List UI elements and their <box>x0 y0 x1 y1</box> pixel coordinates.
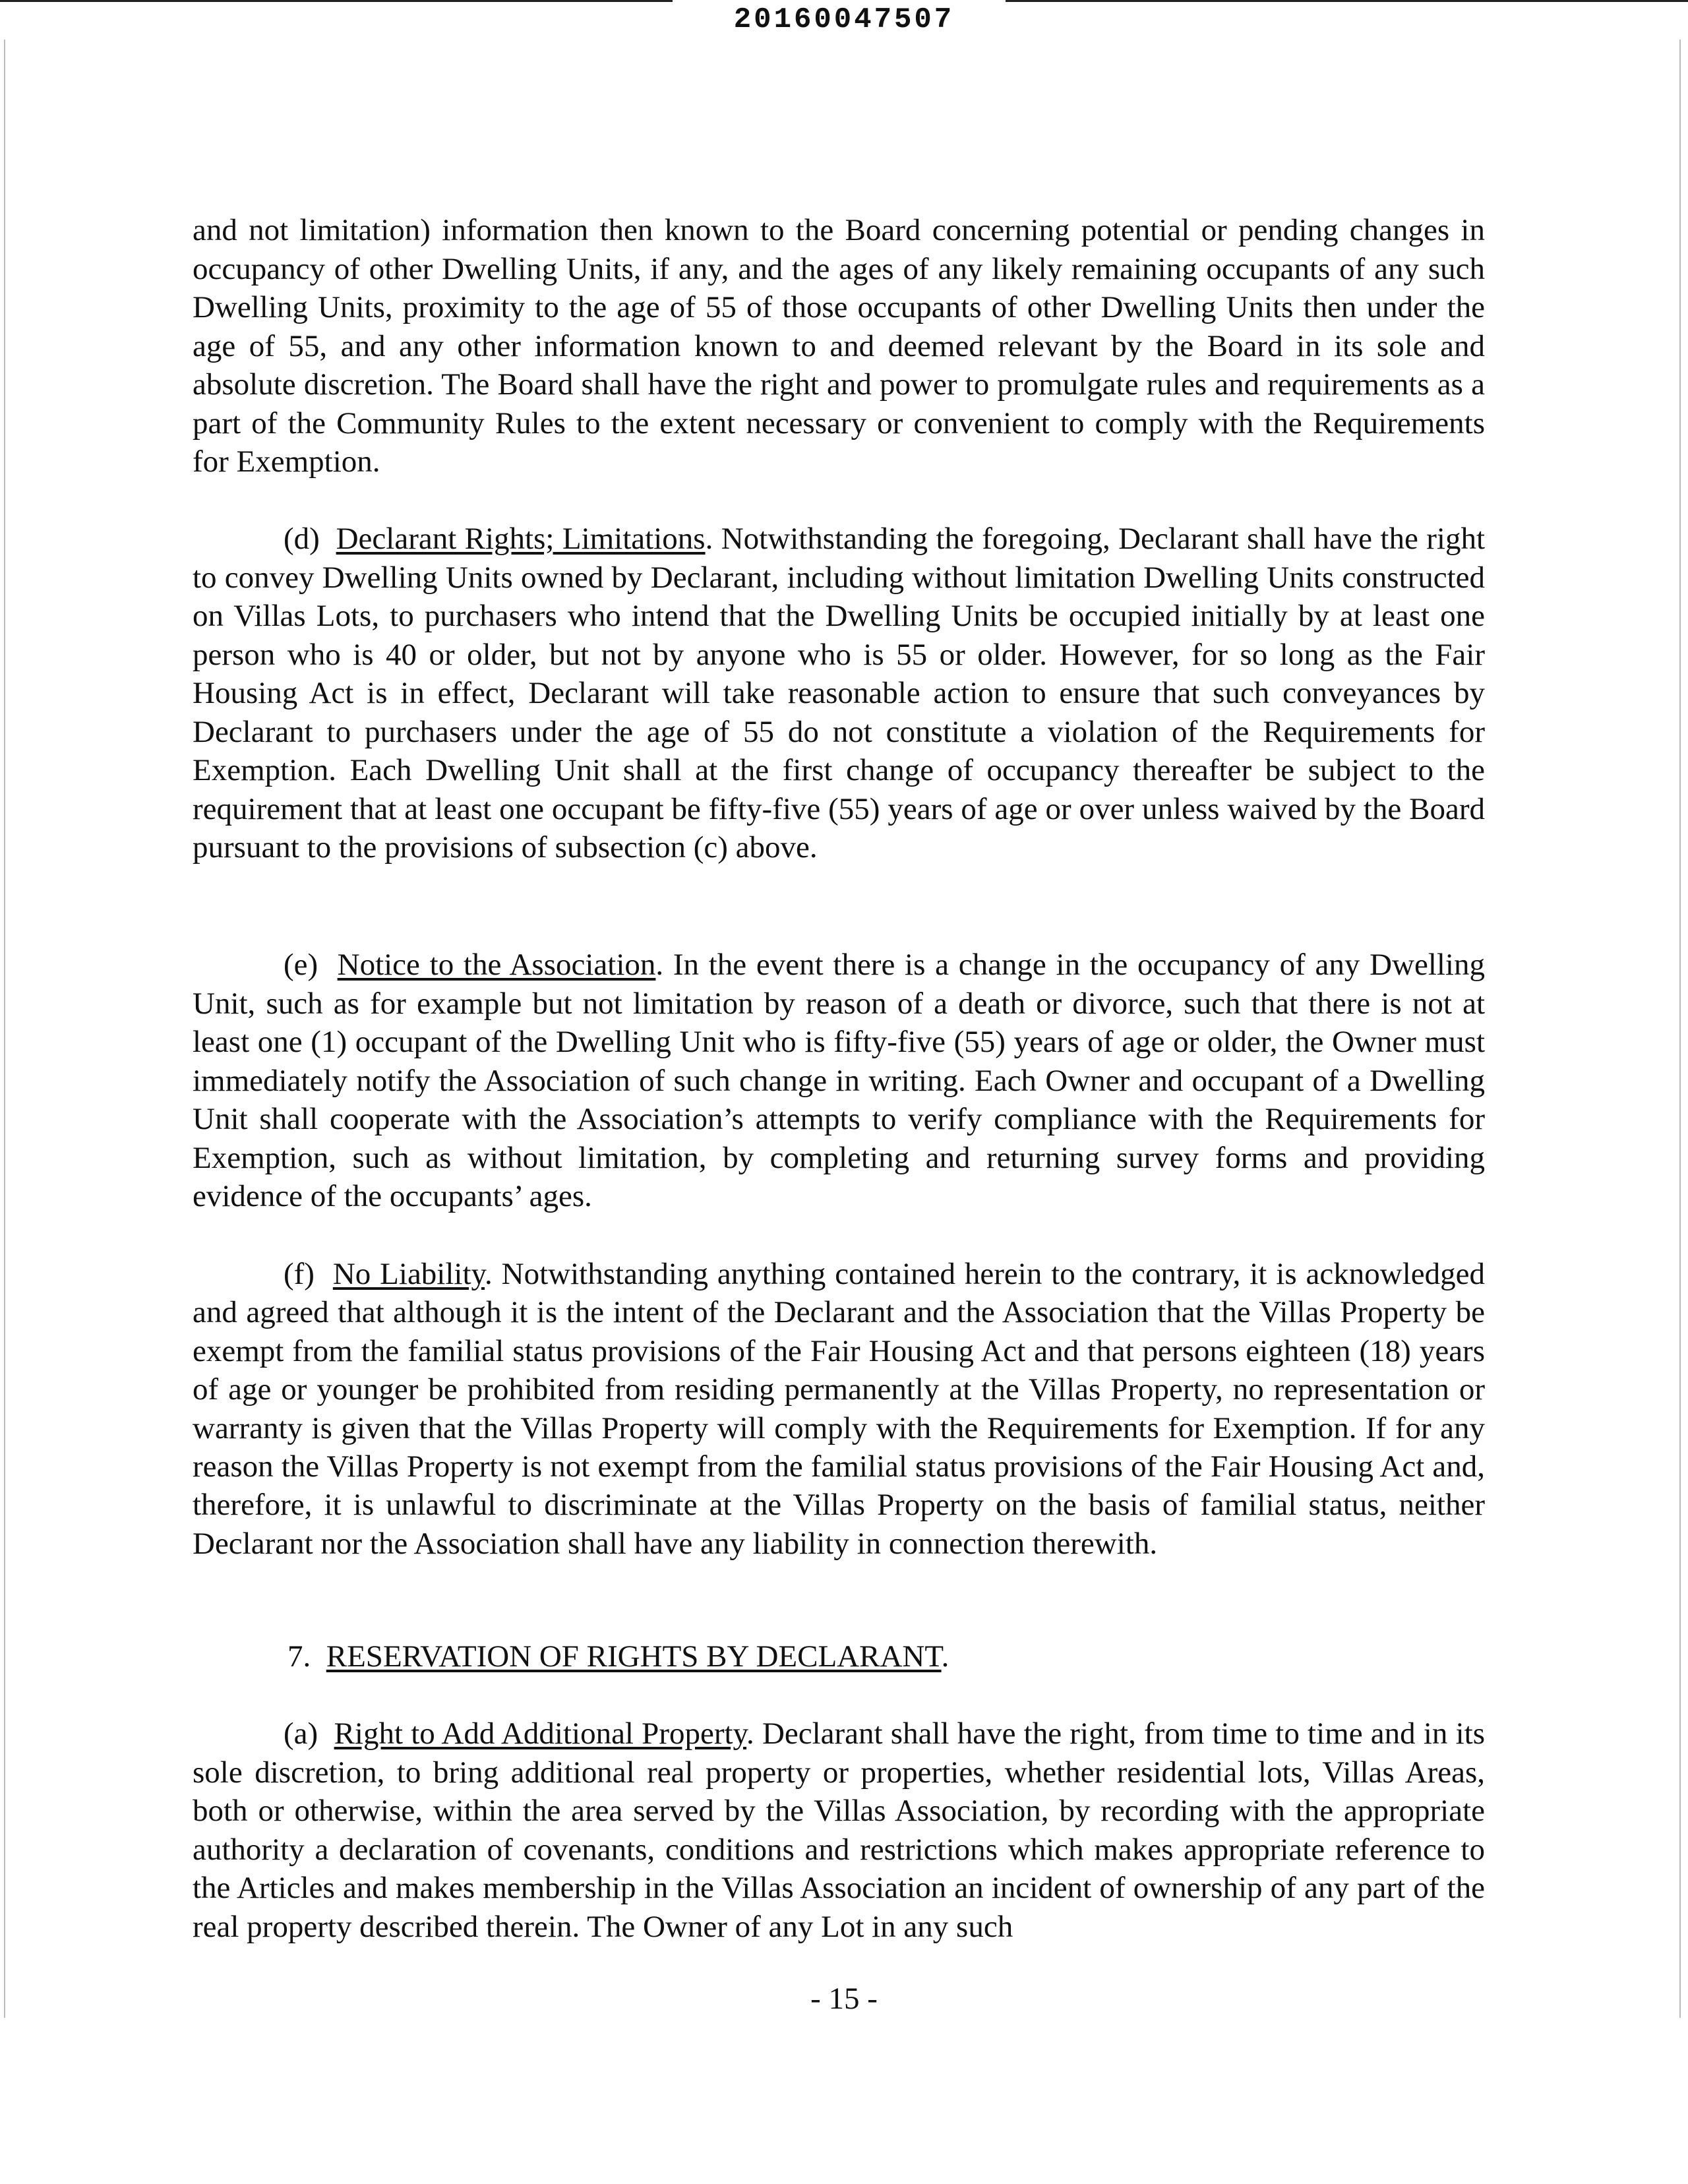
paragraph-text: . Notwithstanding anything contained herein to the contrary, it is acknowledged and agreed that although it is the intent of the Declarant and the Association that the Villas Property be exempt from the familial status provisions of the Fair Housing Act and that persons eighteen (18) years of age or younger be prohibited from residing permanently at the Villas Property, no representation or warranty is given that the Villas Property will comply with the Requirements for Exemption. If for any reason the Villas Property is not exempt from the familial status provisions of the Fair Housing Act and, therefore, it is unlawful to discriminate at the Villas Property on the basis of familial status, neither Declarant nor the Association shall have any liability in connection therewith. <box>193 1257 1485 1561</box>
paragraph-heading: Right to Add Additional Property <box>334 1716 746 1751</box>
paragraph-label: (e) <box>284 948 318 982</box>
document-number: 20160047507 <box>733 3 955 36</box>
paragraph-d <box>193 520 1485 867</box>
paragraph-text: and not limitation) information then known to the Board concerning potential or pending changes in occupancy of other Dwelling Units, if any, and the ages of any likely remaining occupants of any such Dwelling Units, proximity to the age of 55 of those occupants of other Dwelling Units then under the age of 55, and any other information known to and deemed relevant by the Board in its sole and absolute discretion. The Board shall have the right and power to promulgate rules and requirements as a part of the Community Rules to the extent necessary or convenient to comply with the Requirements for Exemption. <box>193 213 1485 479</box>
section-number: 7. <box>287 1639 311 1674</box>
scan-edge-left <box>4 40 5 2018</box>
paragraph-heading: Declarant Rights; Limitations <box>336 522 706 556</box>
paragraph-label: (f) <box>284 1257 315 1291</box>
paragraph-text: . Notwithstanding the foregoing, Declarant shall have the right to convey Dwelling Units owned by Declarant, including without limitation Dwelling Units constructed on Villas Lots, to purchasers who intend that the Dwelling Units be occupied initially by at least one person who is 40 or older, but not by anyone who is 55 or older. However, for so long as the Fair Housing Act is in effect, Declarant will take reasonable action to ensure that such conveyances by Declarant to purchasers under the age of 55 do not constitute a violation of the Requirements for Exemption. Each Dwelling Unit shall at the first change of occupancy thereafter be subject to the requirement that at least one occupant be fifty-five (55) years of age or over unless waived by the Board pursuant to the provisions of subsection (c) above. <box>193 522 1486 864</box>
paragraph-7a <box>193 1714 1485 1946</box>
paragraph-f <box>193 1255 1485 1563</box>
page-number: - 15 - <box>810 1982 878 2016</box>
top-rule-right <box>1006 0 1688 2</box>
section-7-heading <box>193 1637 1485 1676</box>
paragraph-text: . Declarant shall have the right, from time to time and in its sole discretion, to bring additional real property or properties, whether residential lots, Villas Areas, both or otherwise, within the area served by the Villas Association, by recording with the appropriate authority a declaration of covenants, conditions and restrictions which makes appropriate reference to the Articles and makes membership in the Villas Association an incident of ownership of any part of the real property described therein. The Owner of any Lot in any such <box>193 1716 1486 1944</box>
paragraph-continuation <box>193 211 1485 481</box>
paragraph-heading: Notice to the Association <box>337 948 656 982</box>
paragraph-label: (a) <box>284 1716 318 1751</box>
scan-edge-right <box>1679 40 1681 2018</box>
section-title-end: . <box>941 1639 950 1674</box>
section-title: RESERVATION OF RIGHTS BY DECLARANT <box>326 1639 942 1674</box>
paragraph-text: . In the event there is a change in the occupancy of any Dwelling Unit, such as for example but not limitation by reason of a death or divorce, such that there is not at least one (1) occupant of the Dwelling Unit who is fifty-five (55) years of age or older, the Owner must immediately notify the Association of such change in writing. Each Owner and occupant of a Dwelling Unit shall cooperate with the Association’s attempts to verify compliance with the Requirements for Exemption, such as without limitation, by completing and returning survey forms and providing evidence of the occupants’ ages. <box>193 948 1485 1213</box>
paragraph-label: (d) <box>284 522 320 556</box>
top-rule-left <box>0 0 673 2</box>
paragraph-e <box>193 946 1485 1216</box>
paragraph-heading: No Liability <box>332 1257 485 1291</box>
